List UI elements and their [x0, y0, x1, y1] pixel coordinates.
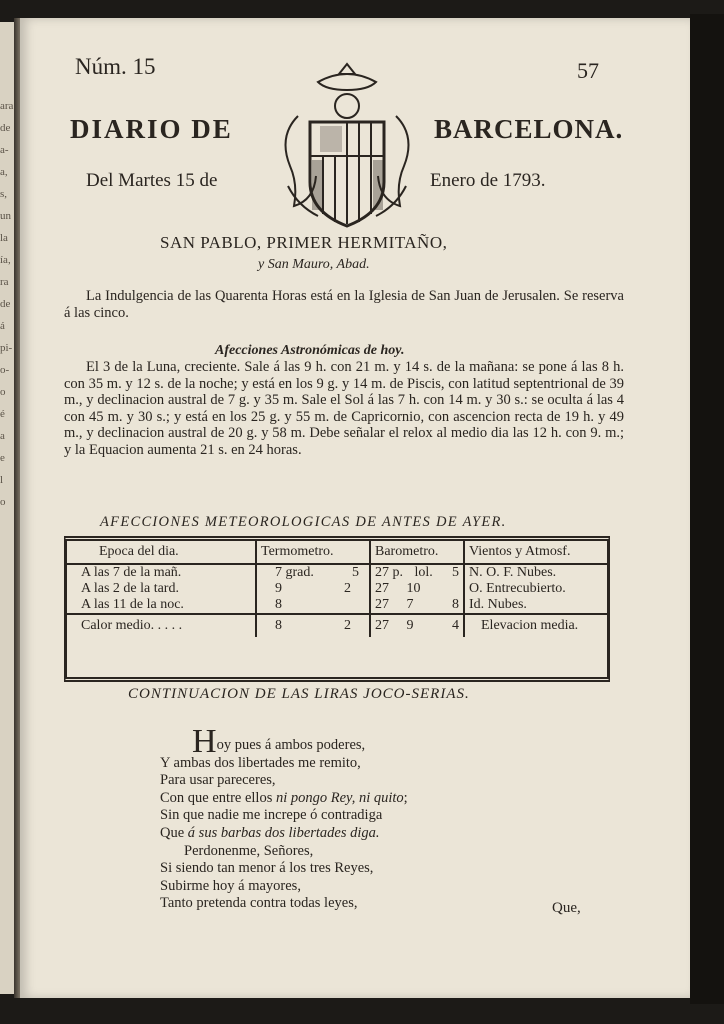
meteorological-heading: AFECCIONES METEOROLOGICAS DE ANTES DE AYER.	[100, 514, 507, 530]
newspaper-page	[20, 18, 690, 998]
row-winds: N. O. F. Nubes.	[469, 565, 557, 580]
row-epoch: A las 11 de la noc.	[67, 597, 256, 614]
row-epoch: A las 2 de la tard.	[67, 581, 256, 597]
table-row-footer	[67, 614, 607, 637]
astronomical-heading: Afecciones Astronómicas de hoy.	[215, 343, 405, 358]
row-winds: O. Entrecubierto.	[469, 581, 566, 596]
saints-of-the-day-second: y San Mauro, Abad.	[258, 257, 370, 272]
poem-line: Perdonenme, Señores,	[184, 842, 314, 859]
catchword: Que,	[552, 900, 581, 916]
column-header-thermometer: Termometro.	[256, 541, 370, 564]
row-epoch: A las 7 de la mañ.	[67, 564, 256, 581]
facing-page-fragment: e	[0, 452, 5, 464]
row-thermometer: 9 2	[256, 581, 370, 597]
row-barometer: 27 7 8	[370, 597, 464, 614]
indulgence-notice	[64, 288, 624, 321]
row-thermometer: 7 grad. 5	[256, 564, 370, 581]
poem-line: Sin que nadie me increpe ó contradiga	[160, 807, 383, 824]
poem-line: Tanto pretenda contra todas leyes,	[160, 895, 358, 912]
row-barometer: 27 9 4	[370, 614, 464, 637]
astronomical-text: El 3 de la Luna, creciente. Sale á las 9 h. con 21 m. y 14 s. de la mañana: se pone á las 8 h. con 35 m. y 12 s. de la noche; y está en los 9 g. y 14 m. de Piscis, con latitud septentrional de 39 m., y declinacion austral de 7 g. y 35 m. Sale el Sol á las 7 h. con 14 m. y 30 s.: se oculta á las 4 con 45 m. y 30 s.; y está en los 25 g. y 55 m. de Capricornio, con ascencion recta de 19 h. y 49 m., y declinacion austral de 20 g. y 58 m. Debe señalar el relox al medio dia las 12 h. con 9. m.; y la Equacion aumenta 21 s. en 24 horas.	[64, 359, 624, 458]
row-thermometer: 8 2	[256, 614, 370, 637]
facing-page-fragment: o	[0, 496, 6, 508]
issue-date-left: Del Martes 15 de	[86, 170, 218, 191]
facing-page-fragment: a	[0, 430, 5, 442]
saints-of-the-day: SAN PABLO, PRIMER HERMITAÑO,	[160, 233, 448, 252]
facing-page-fragment: ía,	[0, 254, 11, 266]
barcelona-coat-of-arms-icon	[268, 56, 426, 236]
facing-page-fragment: l	[0, 474, 4, 486]
row-barometer: 27 10	[370, 581, 464, 597]
poem-line: Que á sus barbas dos libertades diga.	[160, 824, 380, 841]
facing-page-fragment: a,	[0, 166, 8, 178]
issue-number: Núm. 15	[75, 54, 156, 79]
row-thermometer: 8	[256, 597, 370, 614]
facing-page-fragment: o	[0, 386, 6, 398]
table-row	[67, 597, 607, 614]
poem-line: Y ambas dos libertades me remito,	[160, 754, 361, 771]
facing-page-fragment: de	[0, 298, 11, 310]
row-winds: Elevacion media.	[464, 614, 607, 637]
column-header-epoch: Epoca del dia.	[67, 541, 256, 564]
poem-line: Hoy pues á ambos poderes,	[192, 723, 366, 760]
facing-page-fragment: pi-	[0, 342, 13, 354]
row-epoch: Calor medio. . . . .	[67, 614, 256, 637]
weather-table	[64, 536, 610, 682]
row-winds: Id. Nubes.	[469, 597, 527, 612]
facing-page-fragment: ara	[0, 100, 14, 112]
dark-background-edge	[690, 14, 724, 1004]
indulgence-text: La Indulgencia de las Quarenta Horas está en la Iglesia de San Juan de Jerusalen. Se reserva á las cinco.	[64, 288, 624, 321]
facing-page-fragment: s,	[0, 188, 8, 200]
table-row	[67, 564, 607, 581]
facing-page-fragment: é	[0, 408, 5, 420]
poem-heading: CONTINUACION DE LAS LIRAS JOCO-SERIAS.	[128, 686, 470, 702]
masthead-title-right: BARCELONA.	[434, 114, 624, 144]
column-header-winds: Vientos y Atmosf.	[464, 541, 607, 564]
weather-table-header	[67, 541, 607, 564]
poem-line: Para usar pareceres,	[160, 772, 276, 789]
facing-page-fragment: o-	[0, 364, 10, 376]
poem-line: Con que entre ellos ni pongo Rey, ni quito;	[160, 789, 408, 806]
page-number: 57	[577, 58, 599, 83]
facing-page-fragment: de	[0, 122, 11, 134]
poem-line: Subirme hoy á mayores,	[160, 877, 301, 894]
table-row	[67, 581, 607, 597]
facing-page-fragment: á	[0, 320, 5, 332]
column-header-barometer: Barometro.	[370, 541, 464, 564]
poem	[160, 723, 560, 913]
astronomical-section	[64, 359, 624, 458]
masthead-title-left: DIARIO DE	[70, 114, 233, 144]
facing-page-fragment: a-	[0, 144, 9, 156]
issue-date-right: Enero de 1793.	[430, 170, 546, 191]
poem-line: Si siendo tan menor á los tres Reyes,	[160, 860, 374, 877]
facing-page-fragment: la	[0, 232, 8, 244]
drop-cap: H	[192, 723, 217, 760]
row-barometer: 27 p. lol. 5	[370, 564, 464, 581]
facing-page-fragment: un	[0, 210, 11, 222]
facing-page-fragment: ra	[0, 276, 9, 288]
